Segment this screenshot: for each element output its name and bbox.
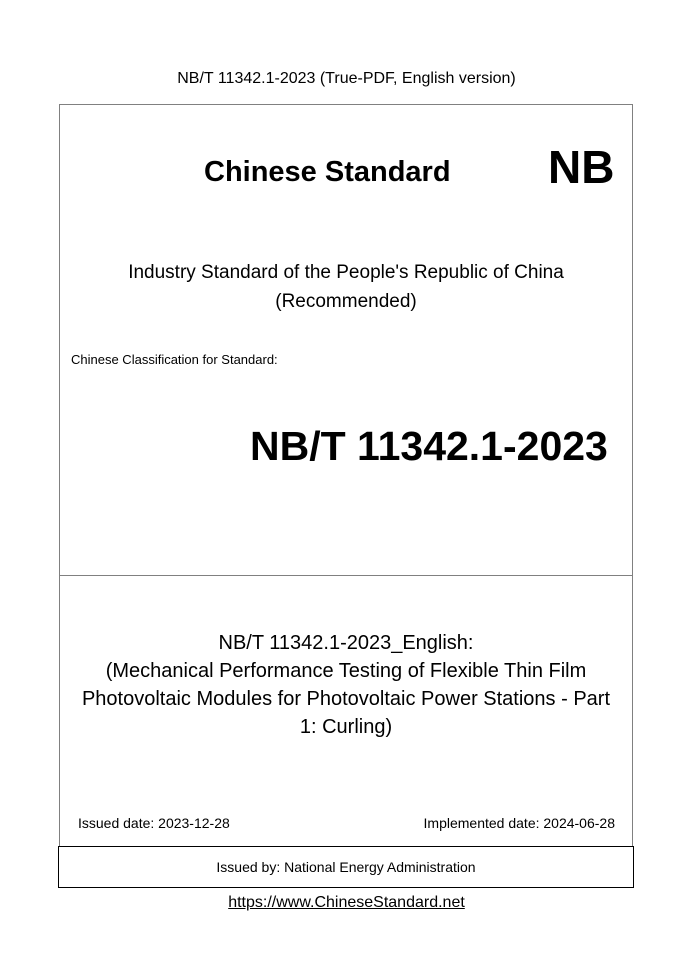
implemented-date: Implemented date: 2024-06-28 bbox=[423, 815, 615, 831]
website-link[interactable]: https://www.ChineseStandard.net bbox=[228, 894, 465, 911]
document-header: NB/T 11342.1-2023 (True-PDF, English version) bbox=[177, 70, 516, 87]
title-line-3: Photovoltaic Modules for Photovoltaic Power Stations - Part bbox=[81, 688, 611, 710]
cover-heading: Chinese Standard bbox=[204, 156, 451, 188]
classification-label: Chinese Classification for Standard: bbox=[71, 352, 278, 367]
issued-date: Issued date: 2023-12-28 bbox=[78, 815, 230, 831]
english-title-block bbox=[59, 629, 633, 741]
standard-code: NB bbox=[548, 141, 615, 193]
issuer-box bbox=[58, 846, 634, 888]
industry-statement bbox=[59, 258, 633, 316]
industry-line-2: (Recommended) bbox=[275, 291, 417, 312]
issuer-text: Issued by: National Energy Administration bbox=[216, 859, 476, 875]
title-line-2: (Mechanical Performance Testing of Flexible Thin Film bbox=[105, 660, 587, 682]
title-line-4: 1: Curling) bbox=[299, 716, 393, 738]
standard-number: NB/T 11342.1-2023 bbox=[250, 423, 608, 469]
industry-line-1: Industry Standard of the People's Republic of China bbox=[128, 262, 564, 283]
title-line-1: NB/T 11342.1-2023_English: bbox=[218, 632, 474, 654]
